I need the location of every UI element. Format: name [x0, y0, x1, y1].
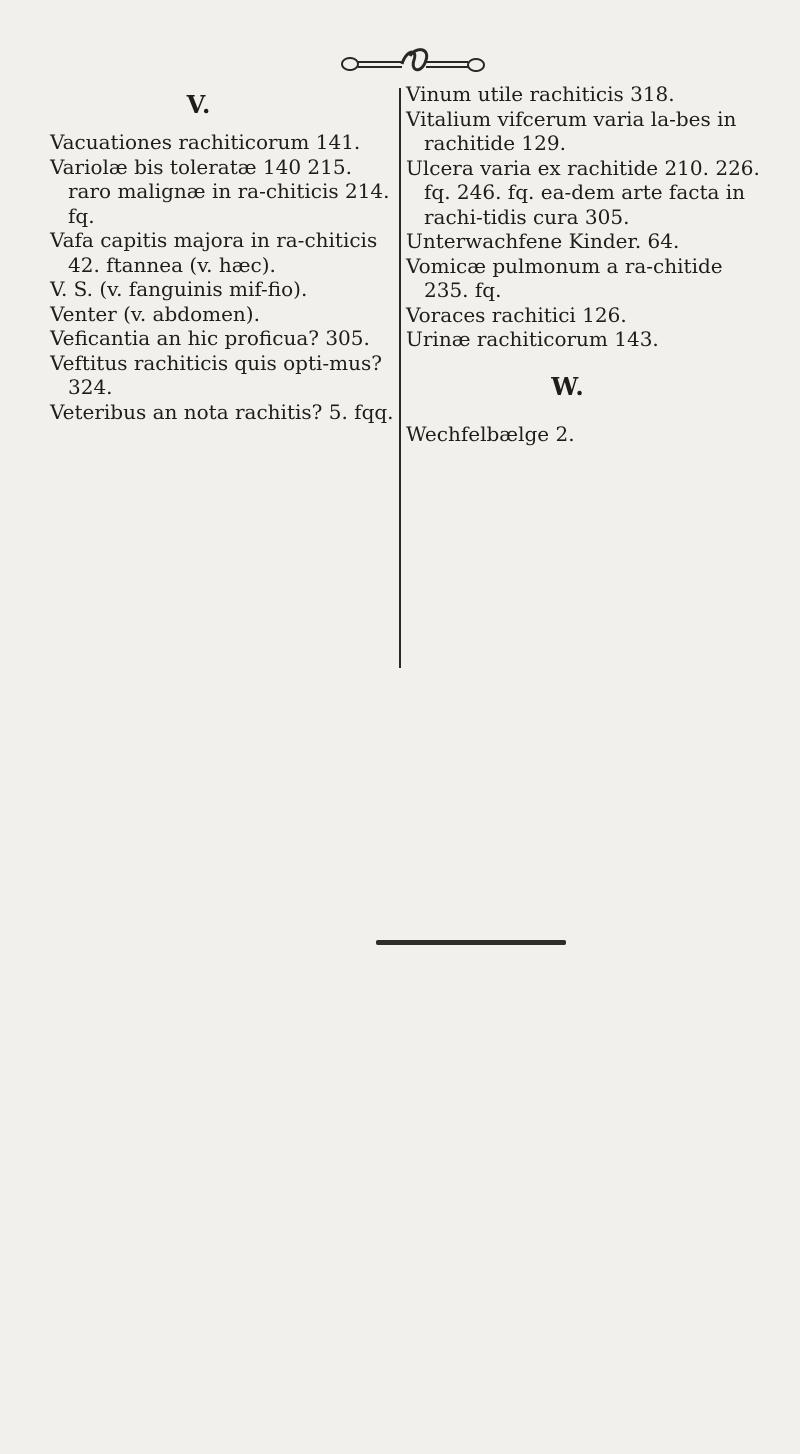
index-entry: Wechfelbælge 2.	[406, 421, 575, 446]
index-entry: V. S. (v. fanguinis mif-fio).	[50, 277, 308, 301]
left-column	[50, 88, 398, 424]
index-entry: Veteribus an nota rachitis? 5. fqq.	[50, 399, 394, 424]
index-entry: Vacuationes rachiticorum 141.	[50, 130, 361, 154]
right-column	[406, 82, 770, 446]
index-entry: Vafa capitis majora in ra-chiticis 42. ftannea (v. hæc).	[50, 228, 384, 277]
index-entry: Venter (v. abdomen).	[50, 301, 260, 326]
column-divider	[399, 88, 401, 668]
index-entry: Veftitus rachiticis quis opti-mus? 324.	[50, 350, 389, 399]
index-entry: Urinæ rachiticorum 143.	[406, 327, 659, 351]
index-entry: Vomicæ pulmonum a ra-chitide 235. fq.	[406, 253, 729, 302]
tail-rule-icon	[376, 940, 566, 945]
index-entry: Variolæ bis toleratæ 140 215. raro malignæ in ra-chiticis 214. fq.	[50, 154, 396, 228]
section-letter-w: W.	[551, 371, 585, 401]
index-entry: Vitalium vifcerum varia la-bes in rachitide 129.	[406, 106, 743, 155]
index-entry: Vinum utile rachiticis 318.	[406, 82, 675, 106]
section-letter-v: V.	[186, 90, 212, 119]
index-entry: Unterwachfene Kinder. 64.	[406, 229, 680, 253]
index-entry: Voraces rachitici 126.	[406, 302, 627, 327]
index-entry: Ulcera varia ex rachitide 210. 226. fq. 246. fq. ea-dem arte facta in rachi-tidis cura 305.	[406, 155, 767, 229]
index-entry: Veficantia an hic proficua? 305.	[50, 326, 370, 350]
vine-ornament-icon	[310, 38, 510, 86]
